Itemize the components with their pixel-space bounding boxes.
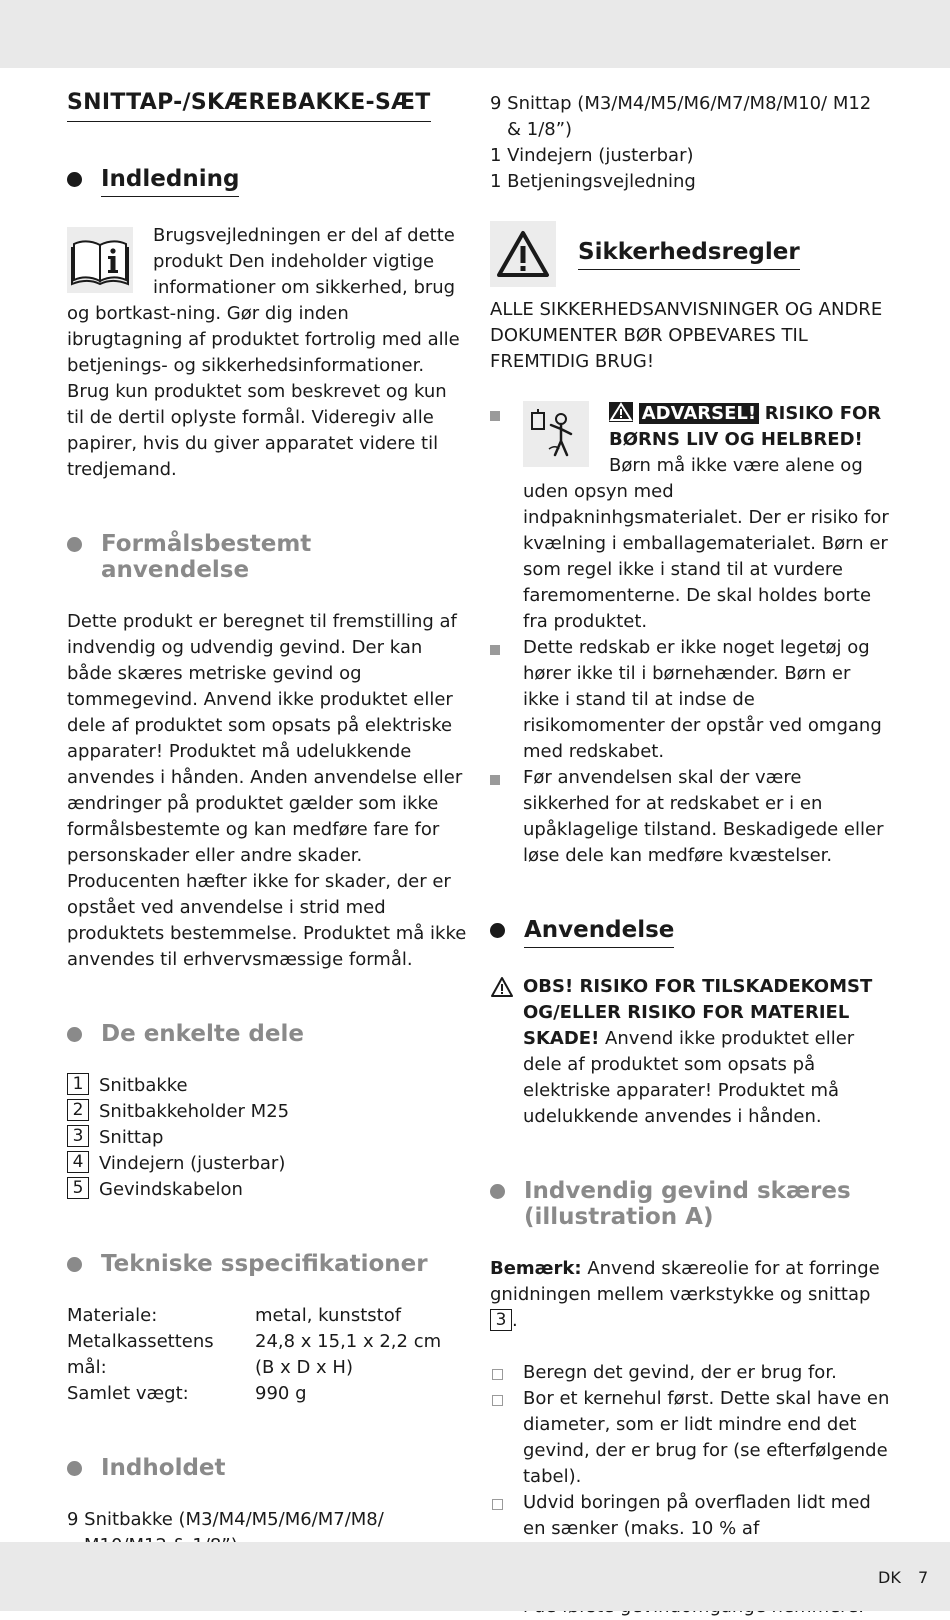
list-item: Beregn det gevind, der er brug for. <box>490 1360 890 1386</box>
bullet-dot-icon <box>67 1257 82 1272</box>
section-heading-use: Anvendelse <box>490 917 890 948</box>
list-item: 9 Snittap (M3/M4/M5/M6/M7/M8/M10/ M12 & 1/8”) <box>490 93 872 140</box>
warning-title: RISIKO FOR BØRNS LIV OG HELBRED! <box>609 403 882 450</box>
parts-list <box>67 1073 467 1203</box>
footer-language: DK <box>878 1568 901 1587</box>
list-item <box>490 401 890 635</box>
checkbox-bullet-icon <box>492 1395 503 1406</box>
section-heading-intro: Indledning <box>67 166 467 197</box>
warning-triangle-icon <box>490 976 514 1006</box>
bullet-dot-icon <box>67 537 82 552</box>
list-item: 1 Vindejern (justerbar) <box>490 145 694 166</box>
bullet-dot-icon <box>67 1461 82 1476</box>
list-item: 1 Betjeningsvejledning <box>490 171 696 192</box>
warning-label: ADVARSEL! <box>639 403 759 424</box>
note-text: Bemærk: Anvend skæreolie for at forringe gnidningen mellem værkstykke og snittap 3 . <box>490 1258 880 1331</box>
list-item: 3 Snittap <box>67 1125 467 1151</box>
safety-keep-notice: ALLE SIKKERHEDSANVISNINGER OG ANDRE DOKUMENTER BØR OPBEVARES TIL FREMTIDIG BRUG! <box>490 299 883 372</box>
document-title: SNITTAP-/SKÆREBAKKE-SÆT <box>67 88 431 122</box>
page-number: 7 <box>918 1568 929 1587</box>
warning-icon <box>609 402 633 422</box>
section-heading-parts: De enkelte dele <box>67 1021 467 1047</box>
bullet-dot-icon <box>490 923 505 938</box>
list-item: 5 Gevindskabelon <box>67 1177 467 1203</box>
square-bullet-icon <box>490 645 500 655</box>
section-heading-internal-thread: Indvendig gevind skæres (illustration A) <box>490 1178 890 1230</box>
list-item: 2 Snitbakkeholder M25 <box>67 1099 467 1125</box>
checkbox-bullet-icon <box>492 1369 503 1380</box>
info-book-icon <box>67 227 133 293</box>
square-bullet-icon <box>490 775 500 785</box>
section-heading-specs: Tekniske sspecifikationer <box>67 1251 467 1277</box>
caution-notice: OBS! RISIKO FOR TILSKADEKOMST OG/ELLER RISIKO FOR MATERIEL SKADE! Anvend ikke produktet eller dele af produktet som opsats på elektriske apparater! Produktet må udelukkende anvendes i hånden. <box>490 974 890 1130</box>
footer-bar <box>0 1542 950 1611</box>
warning-triangle-icon <box>490 221 556 287</box>
intro-section <box>67 223 467 483</box>
section-heading-purpose: Formålsbestemt anvendelse <box>67 531 467 583</box>
section-heading-safety: Sikkerhedsregler <box>490 221 890 287</box>
right-column <box>490 88 890 1620</box>
list-item: 4 Vindejern (justerbar) <box>67 1151 467 1177</box>
list-item: Bor et kernehul først. Dette skal have en diameter, som er lidt mindre end det gevind, der er brug for (se efterfølgende tabel). <box>490 1386 890 1490</box>
warning-text: Børn må ikke være alene og uden opsyn med indpakninhgsmaterialet. Der er risiko for kvælning i emballagematerialet. Børn er som regel ikke i stand til at vurdere faremomenterne. De skal holdes borte fra produktet. <box>523 455 889 632</box>
bullet-dot-icon <box>67 172 82 187</box>
bullet-dot-icon <box>490 1184 505 1199</box>
left-column <box>67 88 467 1585</box>
list-item: 1 Snitbakke <box>67 1073 467 1099</box>
table-row: Metalkassettens mål: 24,8 x 15,1 x 2,2 cm (B x D x H) <box>67 1331 442 1378</box>
header-bar <box>0 0 950 68</box>
child-suffocation-icon <box>523 401 589 467</box>
intro-text: Brugsvejledningen er del af dette produkt Den indeholder vigtige informationer om sikkerhed, brug og bortkast-ning. Gør dig inden ibrugtagning af produktet fortrolig med alle betjenings- og sikkerhedsinformationer. Brug kun produktet som beskrevet og kun til de dertil oplyste formål. Videregiv alle papirer, hvis du giver apparatet videre til tredjemand. <box>67 225 460 480</box>
list-item: 9 Snitbakke (M3/M4/M5/M6/M7/M8/ <box>67 1509 384 1530</box>
specs-table <box>67 1303 467 1407</box>
list-item: Dette redskab er ikke noget legetøj og hører ikke til i børnehænder. Børn er ikke i stand til at indse de risikomomenter der opstår ved omgang med redskabet. <box>490 635 890 765</box>
table-row: Samlet vægt: 990 g <box>67 1383 307 1404</box>
checkbox-bullet-icon <box>492 1499 503 1510</box>
section-heading-contents: Indholdet <box>67 1455 467 1481</box>
bullet-dot-icon <box>67 1027 82 1042</box>
square-bullet-icon <box>490 411 500 421</box>
contents-list-continued <box>490 91 890 195</box>
table-row: Materiale: metal, kunststof <box>67 1305 402 1326</box>
purpose-text: Dette produkt er beregnet til fremstilling af indvendig og udvendig gevind. Der kan både skæres metriske gevind og tommegevind. Anvend ikke produktet eller dele af produktet som opsats på elektriske apparater! Produktet må udelukkende anvendes i hånden. Anden anvendelse eller ændringer på produktet gælder som ikke formålsbestemte og kan medføre fare for personskader eller andre skader. Producenten hæfter ikke for skader, der er opstået ved anvendelse i strid med produktets bestemmelse. Produktet må ikke anvendes til erhvervsmæssige formål. <box>67 611 467 970</box>
list-item: Udvid boringen på overfladen lidt med en sænker (maks. 10 % af <box>490 1490 890 1620</box>
list-item: Før anvendelsen skal der være sikkerhed for at redskabet er i en upåklagelige tilstand. Beskadigede eller løse dele kan medføre kvæstelser. <box>490 765 890 869</box>
